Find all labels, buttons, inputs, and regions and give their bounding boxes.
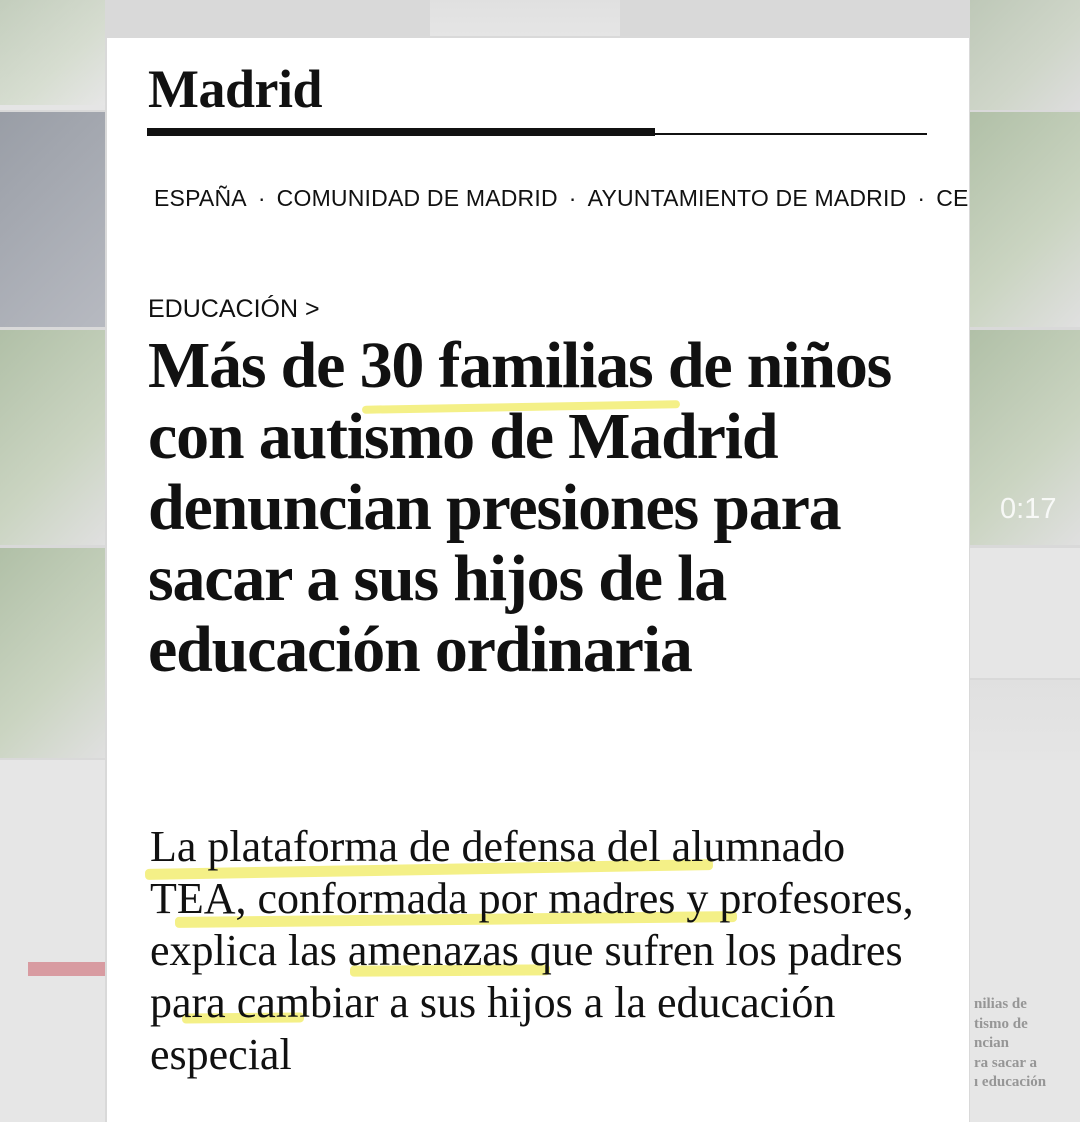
video-timer: 0:17 <box>1000 493 1057 525</box>
article-card <box>107 38 969 1122</box>
bg-tile <box>0 330 105 545</box>
article-headline: Más de 30 familias de niños con autismo de Madrid denuncian presiones para sacar a sus hijos de la educación ordinaria <box>148 329 892 686</box>
article-subheadline: La plataforma de defensa del alumnado TEA, conformada por madres y profesores, explica las amenazas que sufren los padres para cambiar a sus hijos a la educación especial <box>150 822 914 1079</box>
section-separator: · <box>568 185 577 211</box>
bg-tile <box>970 680 1080 760</box>
bg-ghost-text: nilias de tismo de ncian ra sacar a ı educación <box>974 996 1047 1090</box>
bg-tile <box>970 548 1080 678</box>
bg-tile <box>0 760 105 1122</box>
bg-tile <box>0 548 105 758</box>
section-link-espana[interactable]: ESPAÑA <box>154 185 247 211</box>
category-kicker[interactable]: EDUCACIÓN > <box>148 295 320 323</box>
section-link-comunidad-de-madrid[interactable]: COMUNIDAD DE MADRID <box>276 185 558 211</box>
bg-tile <box>970 112 1080 327</box>
header-rule-thick <box>147 128 655 136</box>
bg-tile <box>970 0 1080 110</box>
bg-tile <box>28 962 105 976</box>
section-nav <box>154 185 969 215</box>
section-link-ayuntamiento-de-madrid[interactable]: AYUNTAMIENTO DE MADRID <box>587 185 907 211</box>
section-separator: · <box>917 185 926 211</box>
bg-tile <box>0 112 105 327</box>
header-rule-thin <box>655 133 927 135</box>
site-brand-logo[interactable]: Madrid <box>148 59 323 119</box>
section-link-truncated[interactable]: CE <box>936 185 969 211</box>
section-separator: · <box>257 185 266 211</box>
bg-tile <box>430 0 620 36</box>
bg-tile <box>0 0 105 105</box>
